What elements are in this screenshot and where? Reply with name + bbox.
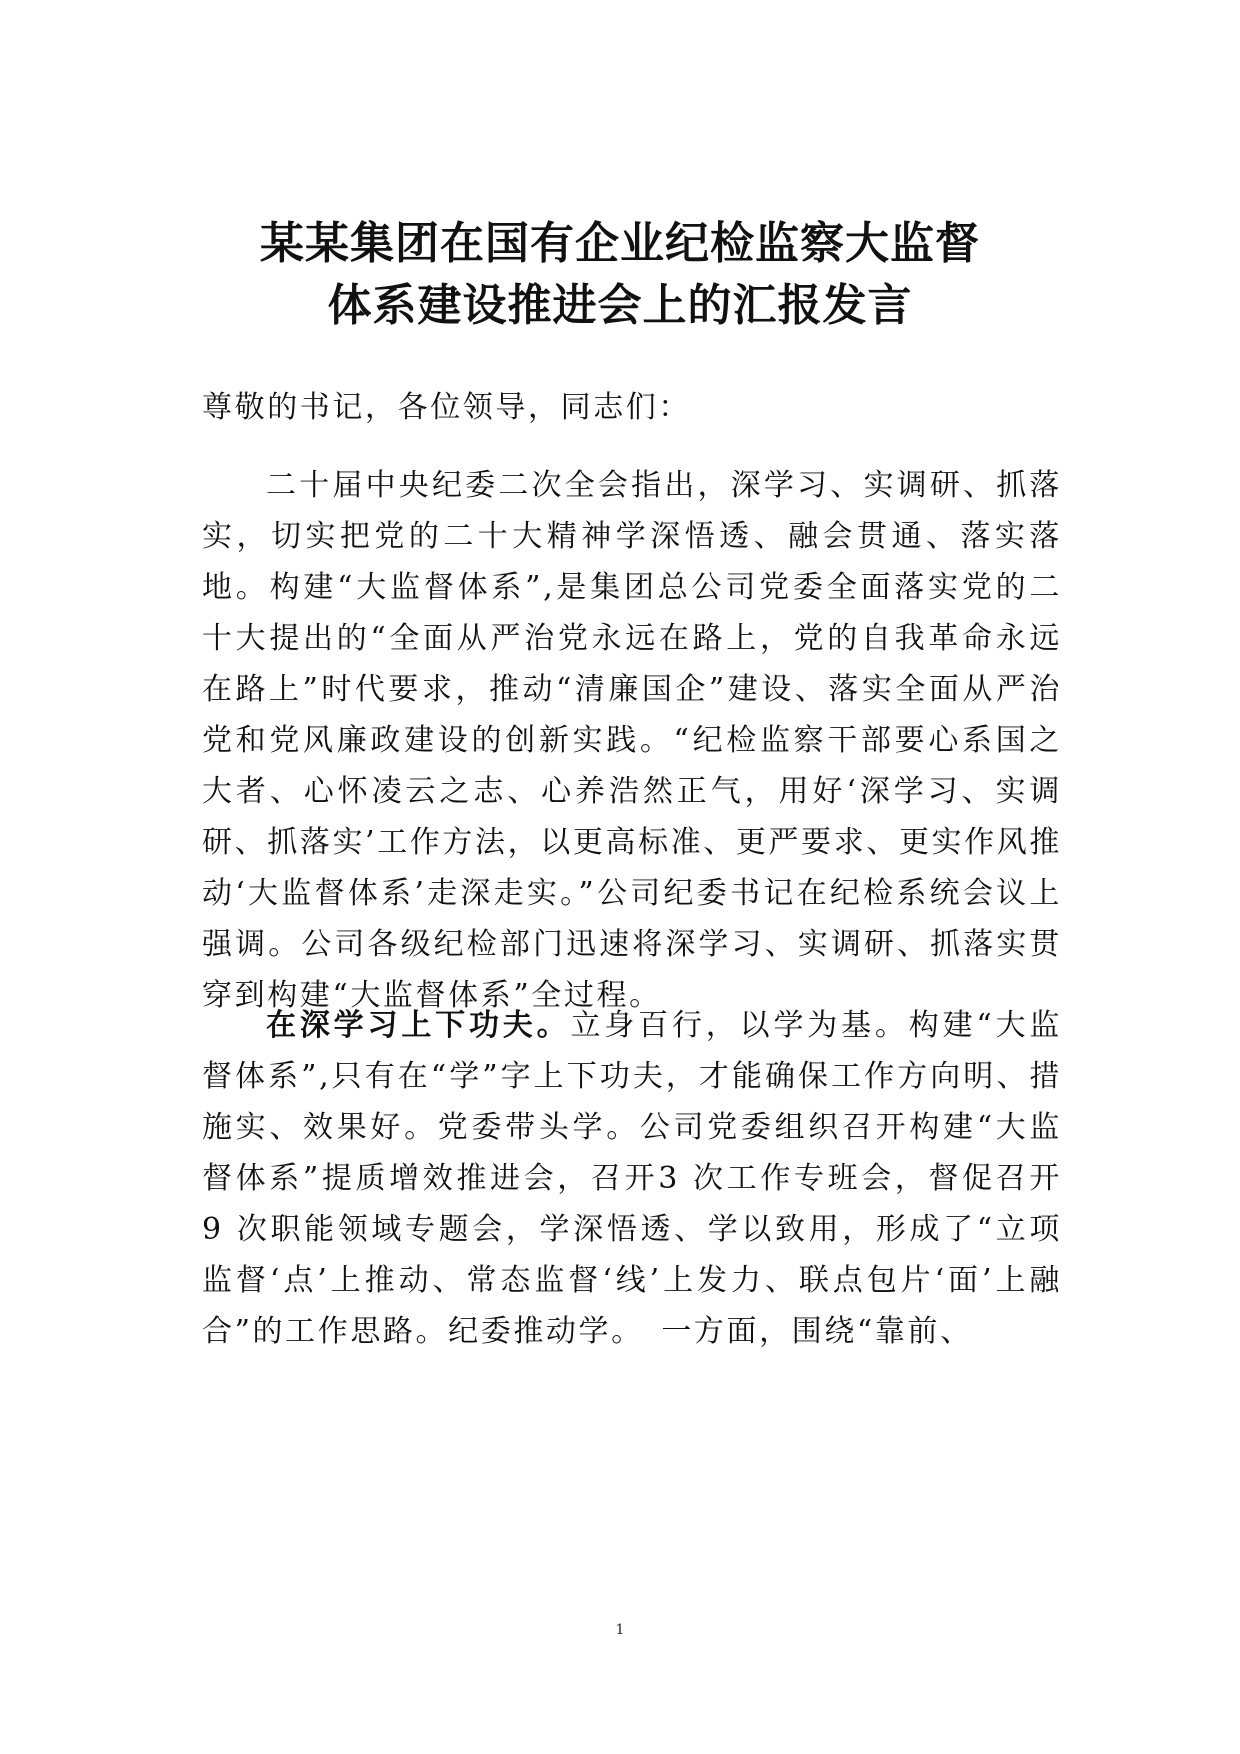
paragraph-2-body: 立身百行，以学为基。构建“大监督体系”,只有在“学”字上下功夫，才能确保工作方向明、措施实、效果好。党委带头学。公司党委组织召开构建“大监督体系”提质增效推进会，召开3 次工作专班会，督促召开 9 次职能领域专题会，学深悟透、学以致用，形成了“立项监督‘点’上推动、常态监督‘线’上发力、联点包片‘面’上融合”的工作思路。纪委推动学。 一方面，围绕“靠前、 [202,1008,1063,1349]
paragraph-2-lead: 在深学习上下功夫。 [266,1008,571,1043]
page-number: 1 [615,1622,625,1638]
document-title-line-2: 体系建设推进会上的汇报发言 [327,280,913,331]
paragraph-1: 二十届中央纪委二次全会指出，深学习、实调研、抓落实，切实把党的二十大精神学深悟透、融会贯通、落实落地。构建“大监督体系”,是集团总公司党委全面落实党的二十大提出的“全面从严治党永远在路上，党的自我革命永远在路上”时代要求，推动“清廉国企”建设、落实全面从严治党和党风廉政建设的创新实践。“纪检监察干部要心系国之大者、心怀凌云之志、心养浩然正气，用好‘深学习、实调研、抓落实’工作方法，以更高标准、更严要求、更实作风推动‘大监督体系’走深走实。”公司纪委书记在纪检系统会议上强调。公司各级纪检部门迅速将深学习、实调研、抓落实贯穿到构建“大监督体系”全过程。 [202,468,1062,1013]
document-title-line-1: 某某集团在国有企业纪检监察大监督 [260,218,980,269]
salutation: 尊敬的书记，各位领导，同志们： [202,390,691,425]
paragraph-2 [202,1000,1062,1357]
